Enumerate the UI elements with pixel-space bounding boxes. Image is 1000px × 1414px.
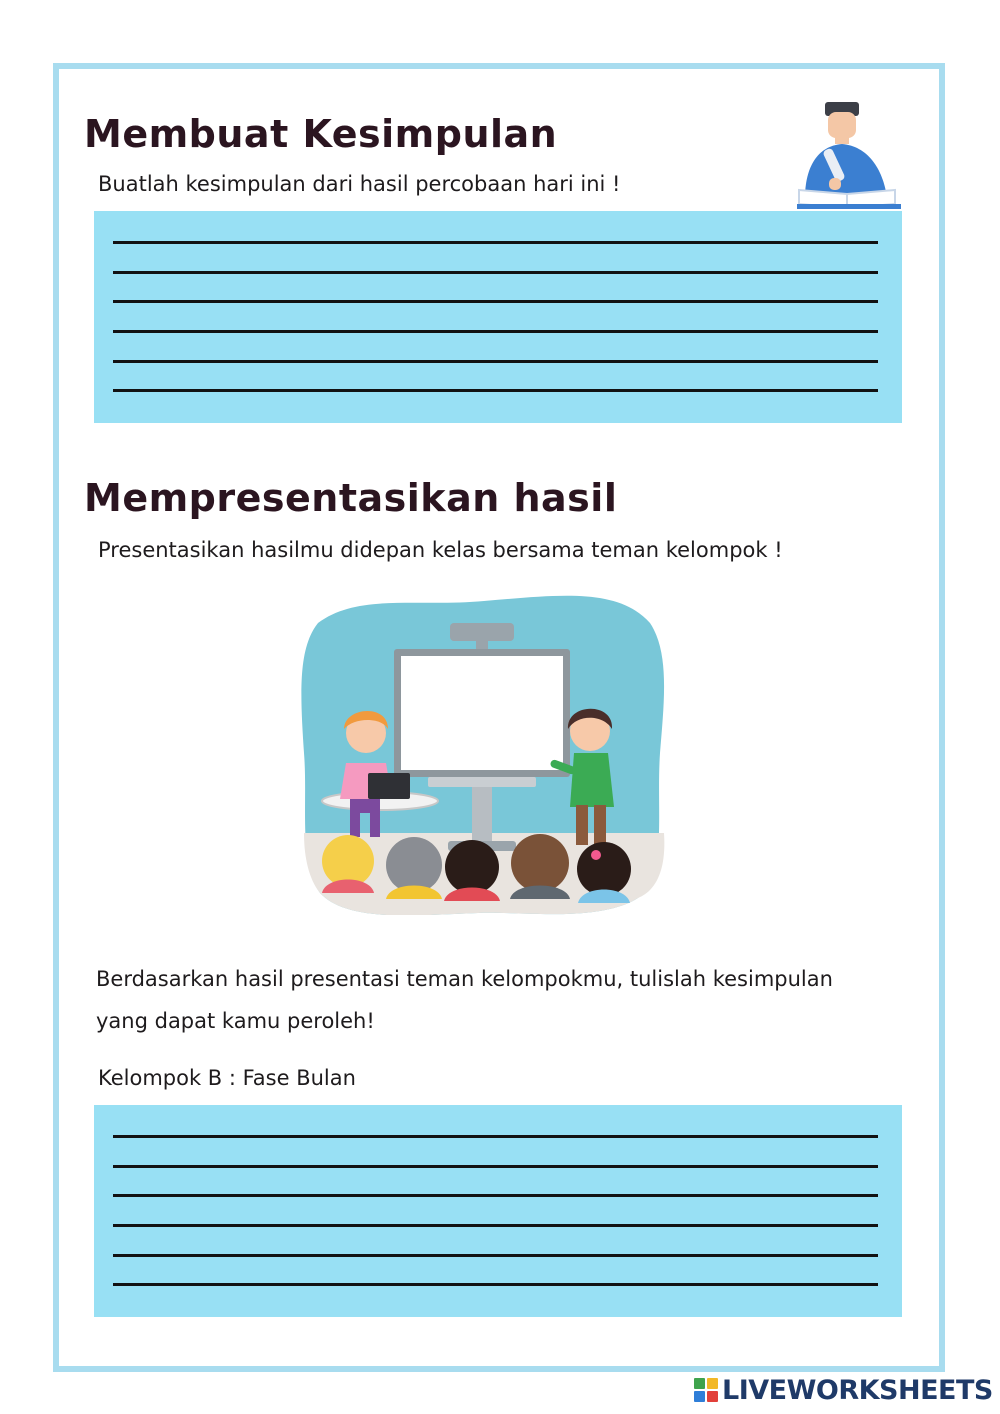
writing-line	[113, 271, 878, 274]
section2-title: Mempresentasikan hasil	[84, 476, 618, 520]
writing-line	[113, 300, 878, 303]
writing-line	[113, 241, 878, 244]
answer-box-2[interactable]	[94, 1105, 902, 1317]
group-label: Kelompok B : Fase Bulan	[98, 1066, 356, 1090]
liveworksheets-logo-icon	[694, 1378, 718, 1402]
writing-line	[113, 1165, 878, 1168]
writing-line	[113, 360, 878, 363]
section2-prompt-line1: Berdasarkan hasil presentasi teman kelompokmu, tulislah kesimpulan	[96, 967, 833, 991]
section1-title: Membuat Kesimpulan	[84, 112, 558, 156]
writing-line	[113, 389, 878, 392]
brand-name: LIVEWORKSHEETS	[722, 1374, 993, 1406]
answer-box-1[interactable]	[94, 211, 902, 423]
writing-line	[113, 330, 878, 333]
writing-line	[113, 1254, 878, 1257]
writing-line	[113, 1194, 878, 1197]
reading-person-icon	[795, 98, 903, 210]
writing-line	[113, 1224, 878, 1227]
writing-line	[113, 1135, 878, 1138]
section2-instruction: Presentasikan hasilmu didepan kelas bersama teman kelompok !	[98, 538, 783, 562]
section2-prompt-line2: yang dapat kamu peroleh!	[96, 1009, 375, 1033]
section1-instruction: Buatlah kesimpulan dari hasil percobaan hari ini !	[98, 172, 621, 196]
writing-line	[113, 1283, 878, 1286]
footer-brand[interactable]	[694, 1374, 993, 1406]
classroom-presentation-illustration	[298, 593, 670, 915]
